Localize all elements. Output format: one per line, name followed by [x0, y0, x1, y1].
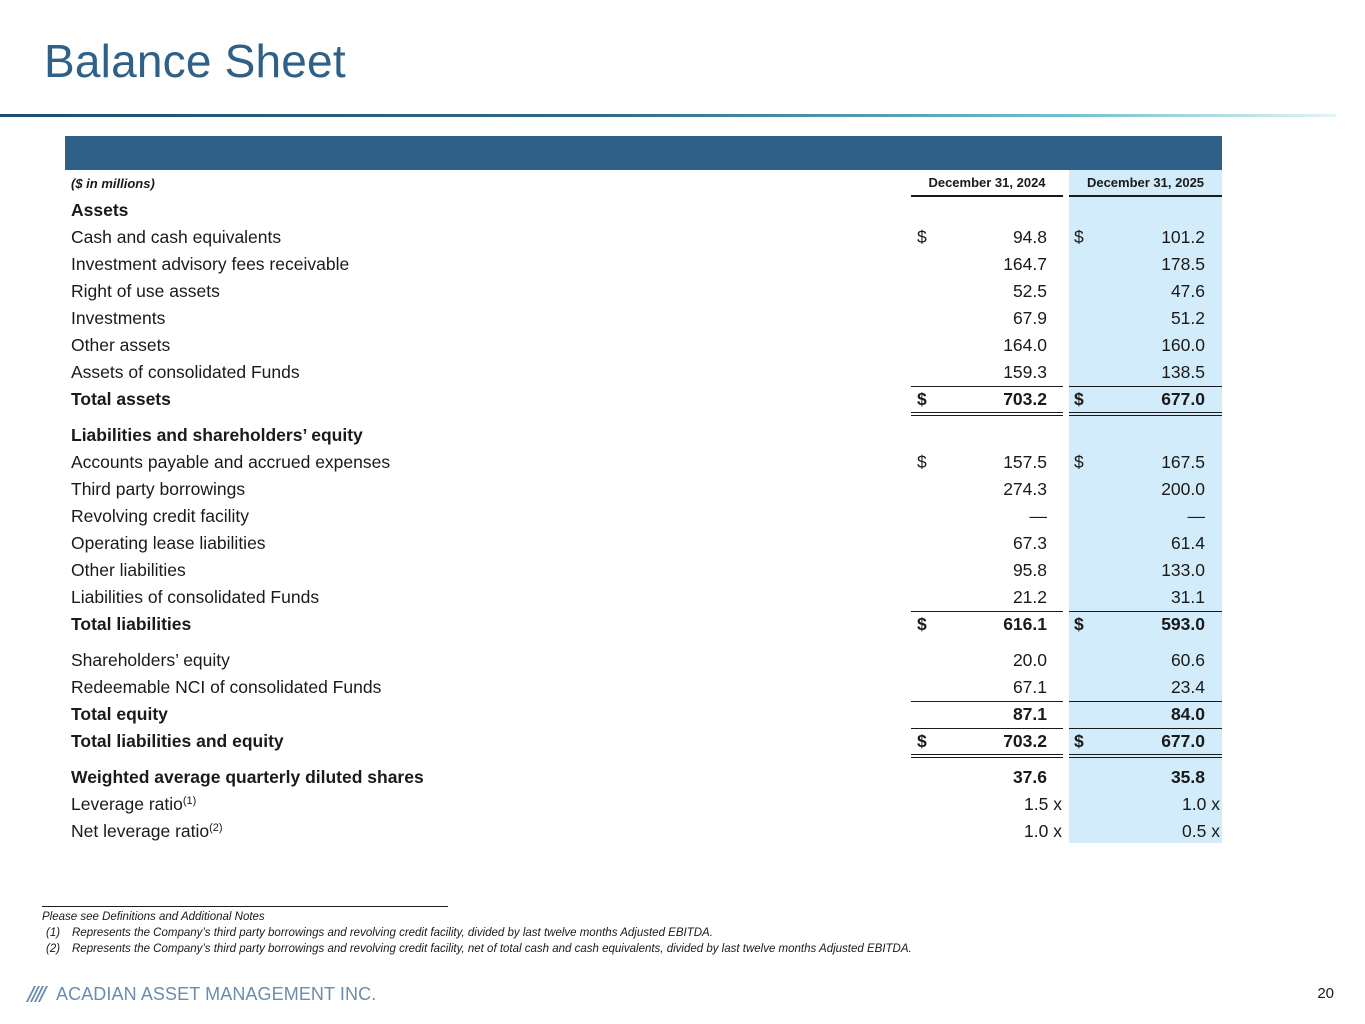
row-label: Other assets — [71, 335, 171, 355]
value-2025: 51.2 — [1170, 308, 1205, 328]
table-row — [65, 584, 1222, 611]
value-2025: 0.5 x — [1182, 821, 1220, 841]
row-label-leverage — [71, 791, 196, 818]
value-2024: 67.1 — [1012, 677, 1047, 697]
value-2025: 138.5 — [1161, 362, 1205, 382]
page-title: Balance Sheet — [44, 35, 346, 87]
value-2024: 616.1 — [1003, 614, 1047, 634]
currency-symbol: $ — [1074, 389, 1084, 409]
table-row — [65, 530, 1222, 557]
table-row — [65, 449, 1222, 476]
logo-text: ACADIAN ASSET MANAGEMENT INC. — [56, 983, 377, 1004]
value-2024: 20.0 — [1012, 650, 1047, 670]
row-label: Weighted average quarterly diluted shares — [71, 767, 424, 787]
value-2025: 84.0 — [1170, 704, 1205, 724]
table-row — [65, 818, 1222, 845]
row-label: Right of use assets — [71, 281, 220, 301]
value-2025: 60.6 — [1170, 650, 1205, 670]
row-label: Assets of consolidated Funds — [71, 362, 300, 382]
value-2025: 31.1 — [1170, 587, 1205, 607]
title-divider — [0, 114, 1336, 117]
footnote-ref: (2) — [209, 822, 223, 834]
row-label: Investment advisory fees receivable — [71, 254, 350, 274]
currency-symbol: $ — [917, 389, 927, 409]
row-label: Liabilities of consolidated Funds — [71, 587, 320, 607]
table-row — [65, 278, 1222, 305]
value-2024: 164.0 — [1003, 335, 1047, 355]
table-row — [65, 647, 1222, 674]
value-2024: 164.7 — [1003, 254, 1047, 274]
footnotes — [42, 909, 912, 957]
value-2024: — — [1029, 506, 1047, 526]
footnote-number: (2) — [46, 943, 61, 955]
value-2024: 37.6 — [1012, 767, 1047, 787]
value-2024: 274.3 — [1003, 479, 1047, 499]
table-row — [65, 791, 1222, 818]
row-label: Shareholders’ equity — [71, 650, 230, 670]
value-2025: — — [1187, 506, 1205, 526]
row-label: Total assets — [71, 389, 171, 409]
total-double-rule — [911, 754, 1063, 758]
currency-symbol: $ — [917, 452, 927, 472]
value-2025: 593.0 — [1161, 614, 1205, 634]
table-row — [65, 305, 1222, 332]
footnote-1 — [42, 925, 912, 941]
row-label: Other liabilities — [71, 560, 186, 580]
value-2025: 1.0 x — [1182, 794, 1220, 814]
table-header-bar — [65, 136, 1222, 170]
row-label: Cash and cash equivalents — [71, 227, 282, 247]
currency-symbol: $ — [917, 731, 927, 751]
table-row — [65, 224, 1222, 251]
row-label: Redeemable NCI of consolidated Funds — [71, 677, 382, 697]
total-row-equity — [65, 701, 1222, 728]
value-2024: 703.2 — [1003, 731, 1047, 751]
total-double-rule — [911, 412, 1063, 416]
currency-symbol: $ — [1074, 614, 1084, 634]
total-row-assets — [65, 386, 1222, 413]
row-label: Total equity — [71, 704, 168, 724]
value-2024: 157.5 — [1003, 452, 1047, 472]
units-label: ($ in millions) — [71, 176, 155, 191]
table-row — [65, 251, 1222, 278]
value-2024: 95.8 — [1012, 560, 1047, 580]
table-row — [65, 557, 1222, 584]
value-2025: 178.5 — [1161, 254, 1205, 274]
total-row-liabilities-and-equity — [65, 728, 1222, 755]
currency-symbol: $ — [917, 227, 927, 247]
value-2024: 87.1 — [1012, 704, 1047, 724]
value-2025: 133.0 — [1161, 560, 1205, 580]
value-2024: 94.8 — [1012, 227, 1047, 247]
footnote-text: Represents the Company’s third party borrowings and revolving credit facility, net of total cash and cash equivalents, divided by last twelve months Adjusted EBITDA. — [72, 943, 912, 955]
page-number: 20 — [1317, 985, 1334, 1002]
value-2025: 677.0 — [1161, 389, 1205, 409]
total-row-liabilities — [65, 611, 1222, 638]
currency-symbol: $ — [917, 614, 927, 634]
total-double-rule — [1069, 412, 1222, 416]
row-label: Net leverage ratio — [71, 821, 210, 841]
footnote-number: (1) — [46, 927, 61, 939]
footnote-intro: Please see Definitions and Additional Notes — [42, 911, 265, 923]
value-2024: 1.5 x — [1024, 794, 1062, 814]
row-label-net-leverage — [71, 818, 223, 845]
row-label: Accounts payable and accrued expenses — [71, 452, 391, 472]
row-label: Leverage ratio — [71, 794, 183, 814]
row-label: Investments — [71, 308, 166, 328]
value-2025: 677.0 — [1161, 731, 1205, 751]
value-2025: 61.4 — [1170, 533, 1205, 553]
row-label: Operating lease liabilities — [71, 533, 266, 553]
footnote-divider — [42, 906, 448, 907]
currency-symbol: $ — [1074, 731, 1084, 751]
value-2025: 167.5 — [1161, 452, 1205, 472]
value-2025: 35.8 — [1170, 767, 1205, 787]
table-row — [65, 674, 1222, 701]
table-row — [65, 503, 1222, 530]
row-label: Total liabilities — [71, 614, 192, 634]
row-label: Total liabilities and equity — [71, 731, 284, 751]
column-header-2024: December 31, 2024 — [911, 170, 1063, 197]
footnote-text: Represents the Company’s third party borrowings and revolving credit facility, divided by last twelve months Adjusted EBITDA. — [72, 927, 713, 939]
value-2024: 21.2 — [1012, 587, 1047, 607]
value-2024: 67.9 — [1012, 308, 1047, 328]
table-row — [65, 764, 1222, 791]
currency-symbol: $ — [1074, 452, 1084, 472]
section-heading-assets — [65, 197, 1222, 224]
value-2024: 67.3 — [1012, 533, 1047, 553]
table-row — [65, 332, 1222, 359]
row-label: Liabilities and shareholders’ equity — [71, 425, 363, 445]
footnote-2 — [42, 941, 912, 957]
value-2024: 52.5 — [1012, 281, 1047, 301]
value-2025: 160.0 — [1161, 335, 1205, 355]
value-2024: 1.0 x — [1024, 821, 1062, 841]
value-2025: 47.6 — [1170, 281, 1205, 301]
row-label: Third party borrowings — [71, 479, 246, 499]
company-logo — [26, 983, 376, 1005]
table-row — [65, 476, 1222, 503]
row-label: Revolving credit facility — [71, 506, 249, 526]
currency-symbol: $ — [1074, 227, 1084, 247]
balance-sheet-table — [65, 170, 1222, 845]
value-2024: 159.3 — [1003, 362, 1047, 382]
column-header-row — [65, 170, 1222, 197]
value-2025: 101.2 — [1161, 227, 1205, 247]
row-label: Assets — [71, 200, 129, 220]
total-double-rule — [1069, 754, 1222, 758]
section-heading-liabilities — [65, 422, 1222, 449]
value-2024: 703.2 — [1003, 389, 1047, 409]
column-header-2025: December 31, 2025 — [1069, 170, 1222, 197]
table-row — [65, 359, 1222, 386]
value-2025: 23.4 — [1170, 677, 1205, 697]
value-2025: 200.0 — [1161, 479, 1205, 499]
footnote-ref: (1) — [182, 795, 197, 807]
acadian-stripes-icon — [26, 986, 50, 1002]
